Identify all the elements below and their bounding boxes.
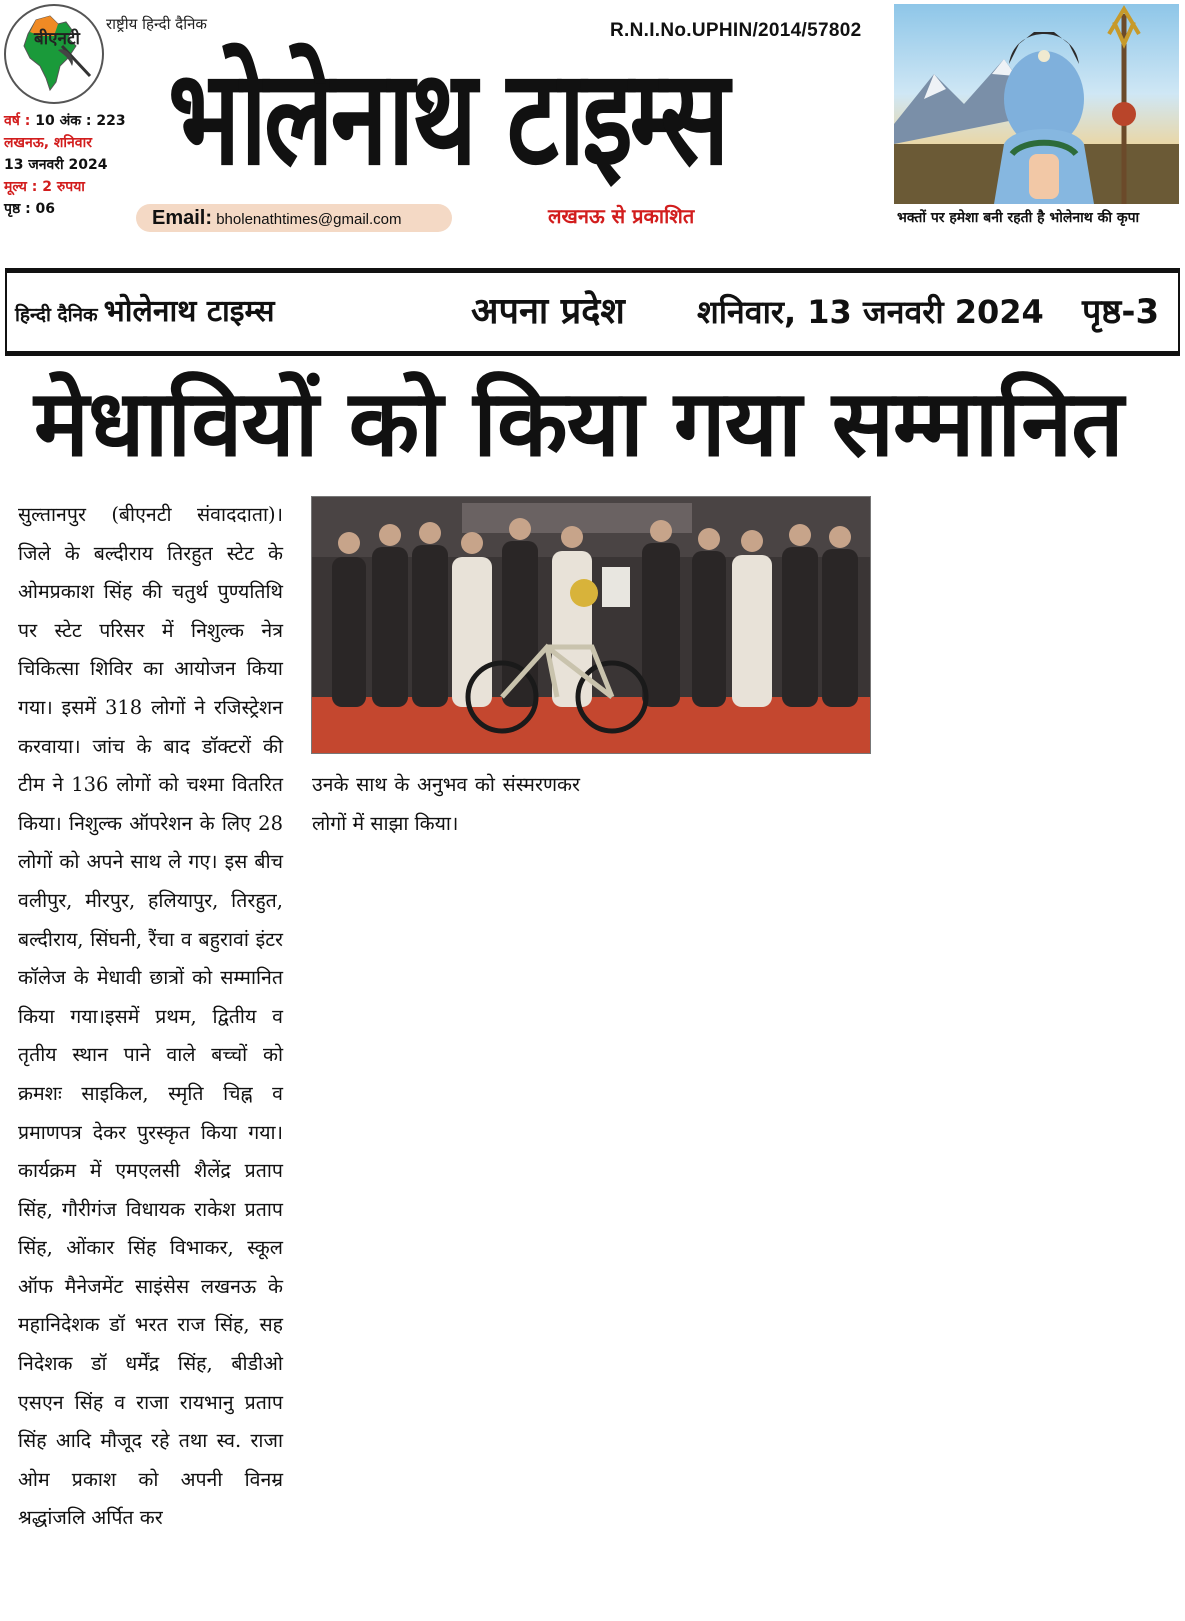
strip-paper-prefix: हिन्दी दैनिक <box>15 304 98 326</box>
strip-date: शनिवार, 13 जनवरी 2024 <box>697 293 1044 331</box>
logo-text: बीएनटी <box>34 29 80 49</box>
place-day: लखनऊ, शनिवार <box>4 135 92 151</box>
article-column-2: उनके साथ के अनुभव को संस्मरणकर लोगों में साझा किया। <box>312 773 580 835</box>
rni-number: R.N.I.No.UPHIN/2014/57802 <box>610 20 862 41</box>
tagline: राष्ट्रीय हिन्दी दैनिक <box>106 15 207 33</box>
strip-paper-title: भोलेनाथ टाइम्स <box>103 294 275 329</box>
article-column-1: सुल्तानपुर (बीएनटी संवाददाता)। जिले के बल्दीराय तिरहुत स्टेट के ओमप्रकाश सिंह की चतुर्थ पुण्यतिथि पर स्टेट परिसर में निशुल्क नेत्र चिकित्सा शिविर का आयोजन किया गया। इसमें 318 लोगों ने रजिस्ट्रेशन करवाया। जांच के बाद डॉक्टरों की टीम ने 136 लोगों को चश्मा वितरित किया। निशुल्क ऑपरेशन के लिए 28 लोगों को अपने साथ ले गए। इस बीच वलीपुर, मीरपुर, हलियापुर, तिरहुत, बल्दीराय, सिंघनी, रैंचा व बहुरावां इंटर कॉलेज के मेधावी छात्रों को सम्मानित किया गया।इसमें प्रथम, द्वितीय व तृतीय स्थान पाने वाले बच्चों को क्रमशः साइकिल, स्मृति चिह्न व प्रमाणपत्र देकर पुरस्कृत किया गया। कार्यक्रम में एमएलसी शैलेंद्र प्रताप सिंह, गौरीगंज विधायक राकेश प्रताप सिंह, ओंकार सिंह विभाकर, स्कूल ऑफ मैनेजमेंट साइंसेस लखनऊ के महानिदेशक डॉ भरत राज सिंह, सह निदेशक डॉ धर्मेंद्र सिंह, बीडीओ एसएन सिंह व राजा रायभानु प्रताप सिंह आदि मौजूद रहे तथा स्व. राजा ओम प्रकाश को अपनी विनम्र श्रद्धांजलि अर्पित कर <box>18 503 283 1530</box>
article-photo <box>311 496 871 754</box>
price-value: 2 रुपया <box>42 179 85 195</box>
issue-date: 13 जनवरी 2024 <box>4 157 108 173</box>
newspaper-title: भोलेनाथ टाइम्स <box>168 41 727 195</box>
pages-label: पृष्ठ : <box>4 201 31 217</box>
email-label: Email: <box>152 207 213 229</box>
page-header-strip <box>5 268 1180 356</box>
email-pill <box>136 204 452 232</box>
year-value: 10 <box>35 113 55 129</box>
price-line <box>4 176 144 198</box>
strip-paper-name <box>15 273 275 351</box>
strip-section: अपना प्रदेश <box>471 291 625 332</box>
issue-label: अंक : <box>59 113 92 129</box>
issue-block <box>4 110 144 220</box>
deity-image <box>894 4 1179 204</box>
email-address[interactable]: bholenathtimes@gmail.com <box>216 211 402 228</box>
masthead <box>0 0 1185 240</box>
price-label: मूल्य : <box>4 179 38 195</box>
logo-india-map-icon <box>4 4 104 104</box>
strip-page-number: पृष्ठ-3 <box>1082 292 1160 332</box>
issue-value: 223 <box>96 113 126 129</box>
article-headline: मेधावियों को किया गया सम्मानित <box>34 370 1123 477</box>
published-from: लखनऊ से प्रकाशित <box>548 204 695 228</box>
deity-caption: भक्तों पर हमेशा बनी रहती है भोलेनाथ की कृपा <box>897 210 1140 226</box>
pages-line <box>4 198 144 220</box>
issue-year-line <box>4 110 144 132</box>
year-label: वर्ष : <box>4 113 31 129</box>
pages-value: 06 <box>35 201 56 217</box>
